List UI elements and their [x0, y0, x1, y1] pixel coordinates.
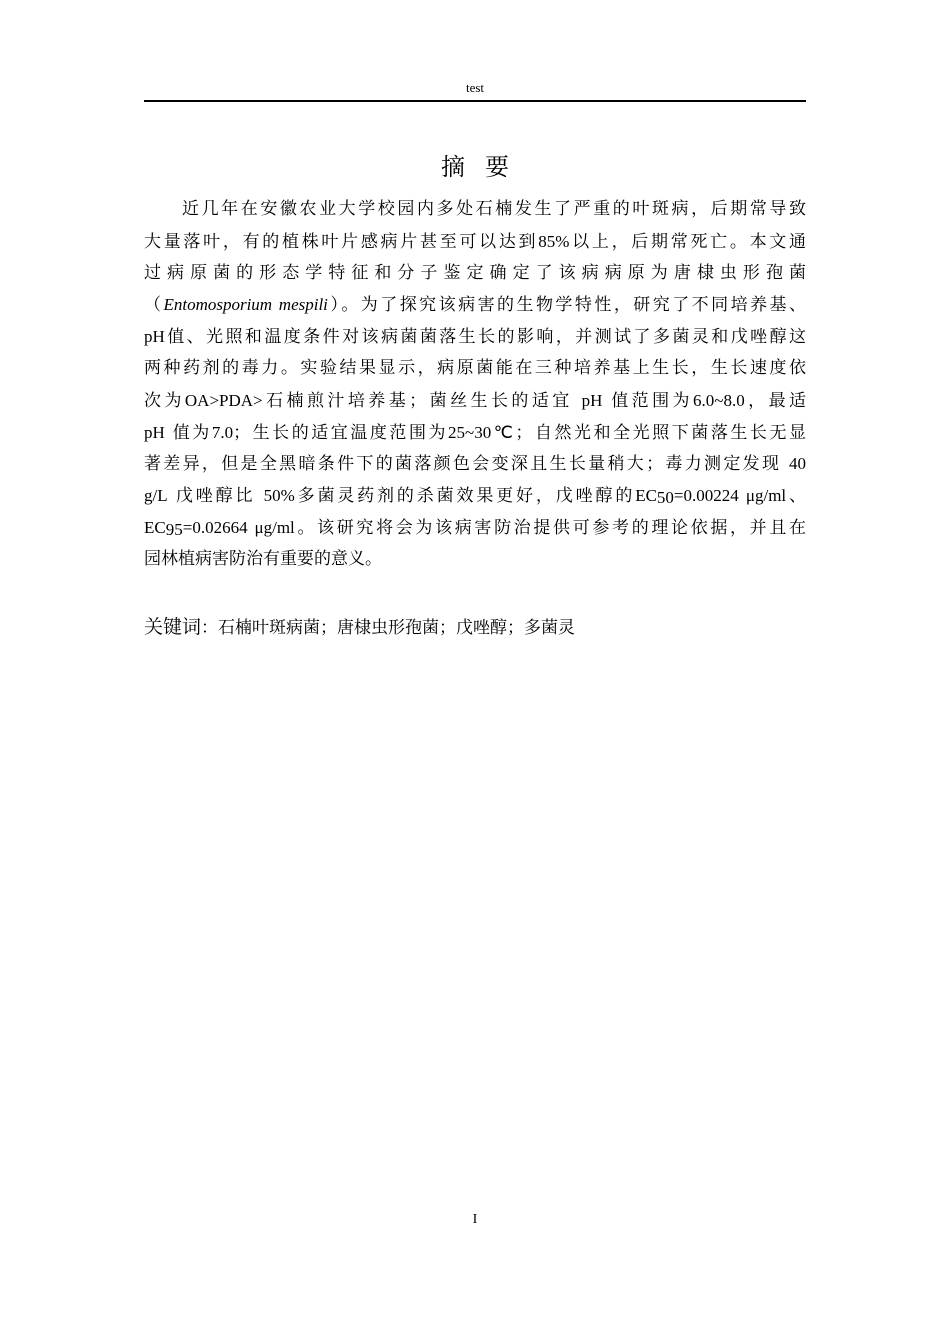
abstract-title: 摘要: [441, 153, 529, 181]
abstract-line: 大量落叶，有的植株叶片感病片甚至可以达到85%以上，后期常死亡。本文通: [144, 231, 807, 252]
abstract-body: [144, 194, 806, 576]
keywords-line: [144, 612, 806, 639]
abstract-line: 次为OA>PDA>石楠煎汁培养基；菌丝生长的适宜 pH 值范围为6.0~8.0，最适: [144, 390, 807, 411]
species-name: Entomosporium mespili: [163, 295, 328, 315]
abstract-line: pH值、光照和温度条件对该病菌菌落生长的影响，并测试了多菌灵和戊唑醇这: [144, 327, 806, 348]
header-rule: [144, 100, 806, 102]
keywords-label: 关键词: [144, 616, 202, 638]
abstract-line: 园林植病害防治有重要的意义。: [144, 548, 382, 569]
abstract-line: $EC_{95}=0.02664$ μg/ml。该研究将会为该病害防治提供可参考的理论依据，并且在: [144, 517, 807, 539]
abstract-line: 著差异，但是全黑暗条件下的菌落颜色会变深且生长量稍大；毒力测定发现 40: [144, 454, 806, 475]
keywords-colon: ：: [201, 618, 219, 638]
header-text: test: [465, 80, 485, 95]
abstract-line: g/L 戊唑醇比 50%多菌灵药剂的杀菌效果更好，戊唑醇的$EC_{50}=0.00224$ μg/ml、: [144, 486, 807, 508]
abstract-line: （Entomosporium mespili）。为了探究该病害的生物学特性，研究了不同培养基、: [144, 295, 806, 316]
abstract-line: pH 值为7.0；生长的适宜温度范围为25~30℃；自然光和全光照下菌落生长无显: [144, 422, 807, 443]
keywords-items: 石楠叶斑病菌；唐棣虫形孢菌；戊唑醇；多菌灵: [218, 618, 576, 638]
abstract-line: 两种药剂的毒力。实验结果显示，病原菌能在三种培养基上生长，生长速度依: [144, 357, 806, 378]
page-number: I: [472, 1212, 478, 1227]
abstract-line: 过病原菌的形态学特征和分子鉴定确定了该病病原为唐棣虫形孢菌: [144, 262, 806, 283]
abstract-line: 近几年在安徽农业大学校园内多处石楠发生了严重的叶斑病，后期常导致: [182, 199, 806, 219]
